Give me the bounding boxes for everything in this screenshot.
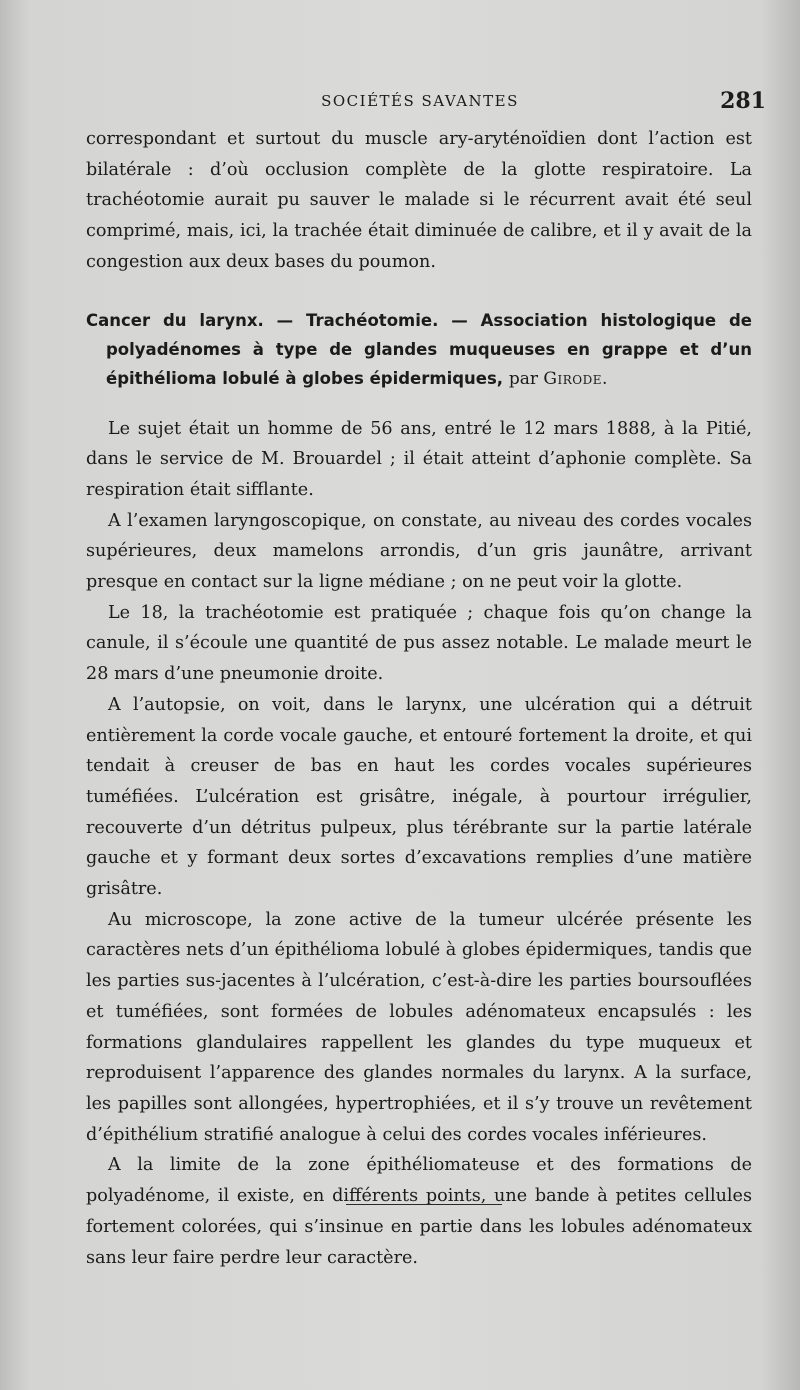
author-name: Girode xyxy=(543,368,602,389)
section-title-text: Cancer du larynx. — Trachéotomie. — Association histologique de polyadénomes à type de glandes muqueuses en grappe et d’un épithélioma lobulé à globes épidermiques, xyxy=(86,310,752,388)
paragraph: A l’autopsie, on voit, dans le larynx, une ulcération qui a détruit entièrement la corde vocale gauche, et entouré fortement la droite, et qui tendait à creuser de bas en haut les cordes vocales supérieures tuméfiées. L’ulcération est grisâtre, inégale, à pourtour irrégulier, recouverte d’un détritus pulpeux, plus térébrante sur la partie latérale gauche et y formant deux sortes d’excavations remplies d’une matière grisâtre. xyxy=(86,694,752,900)
section-heading xyxy=(86,306,752,394)
author-prefix: par xyxy=(508,368,538,389)
paragraph: Le sujet était un homme de 56 ans, entré le 12 mars 1888, à la Pitié, dans le service de M. Brouardel ; il était atteint d’aphonie complète. Sa respiration était sifflante. xyxy=(86,418,752,500)
page-number: 281 xyxy=(720,88,766,114)
paragraph: Le 18, la trachéotomie est pratiquée ; chaque fois qu’on change la canule, il s’écoule une quantité de pus assez notable. Le malade meurt le 28 mars d’une pneumonie droite. xyxy=(86,602,752,685)
body-text xyxy=(86,124,752,1273)
paragraph: A la limite de la zone épithéliomateuse et des formations de polyadénome, il existe, en différents points, une bande à petites cellules fortement colorées, qui s’insinue en partie dans les lobules adénomateux sans leur faire perdre leur caractère. xyxy=(86,1155,752,1268)
paragraph-continuation: correspondant et surtout du muscle ary-aryténoïdien dont l’action est bilatérale : d’où occlusion complète de la glotte respiratoire. La trachéotomie aurait pu sauver le malade si le récurrent avait été seul comprimé, mais, ici, la trachée était diminuée de calibre, et il y avait de la congestion aux deux bases du poumon. xyxy=(86,129,752,272)
page-header xyxy=(86,88,766,118)
section-author xyxy=(509,369,608,389)
paragraph: A l’examen laryngoscopique, on constate, au niveau des cordes vocales supérieures, deux mamelons arrondis, d’un gris jaunâtre, arrivant presque en contact sur la ligne médiane ; on ne peut voir la glotte. xyxy=(86,510,752,593)
running-title: SOCIÉTÉS SAVANTES xyxy=(321,92,519,110)
end-rule xyxy=(346,1204,502,1205)
author-suffix: . xyxy=(601,368,608,389)
paragraph: Au microscope, la zone active de la tumeur ulcérée présente les caractères nets d’un épithélioma lobulé à globes épidermiques, tandis que les parties sus-jacentes à l’ulcération, c’est-à-dire les parties boursouflées et tuméfiées, sont formées de lobules adénomateux encapsulés : les formations glandulaires rappellent les glandes du type muqueux et reproduisent l’apparence des glandes normales du larynx. A la surface, les papilles sont allongées, hypertrophiées, et il s’y trouve un revêtement d’épithélium stratifié analogue à celui des cordes vocales inférieures. xyxy=(86,909,752,1145)
